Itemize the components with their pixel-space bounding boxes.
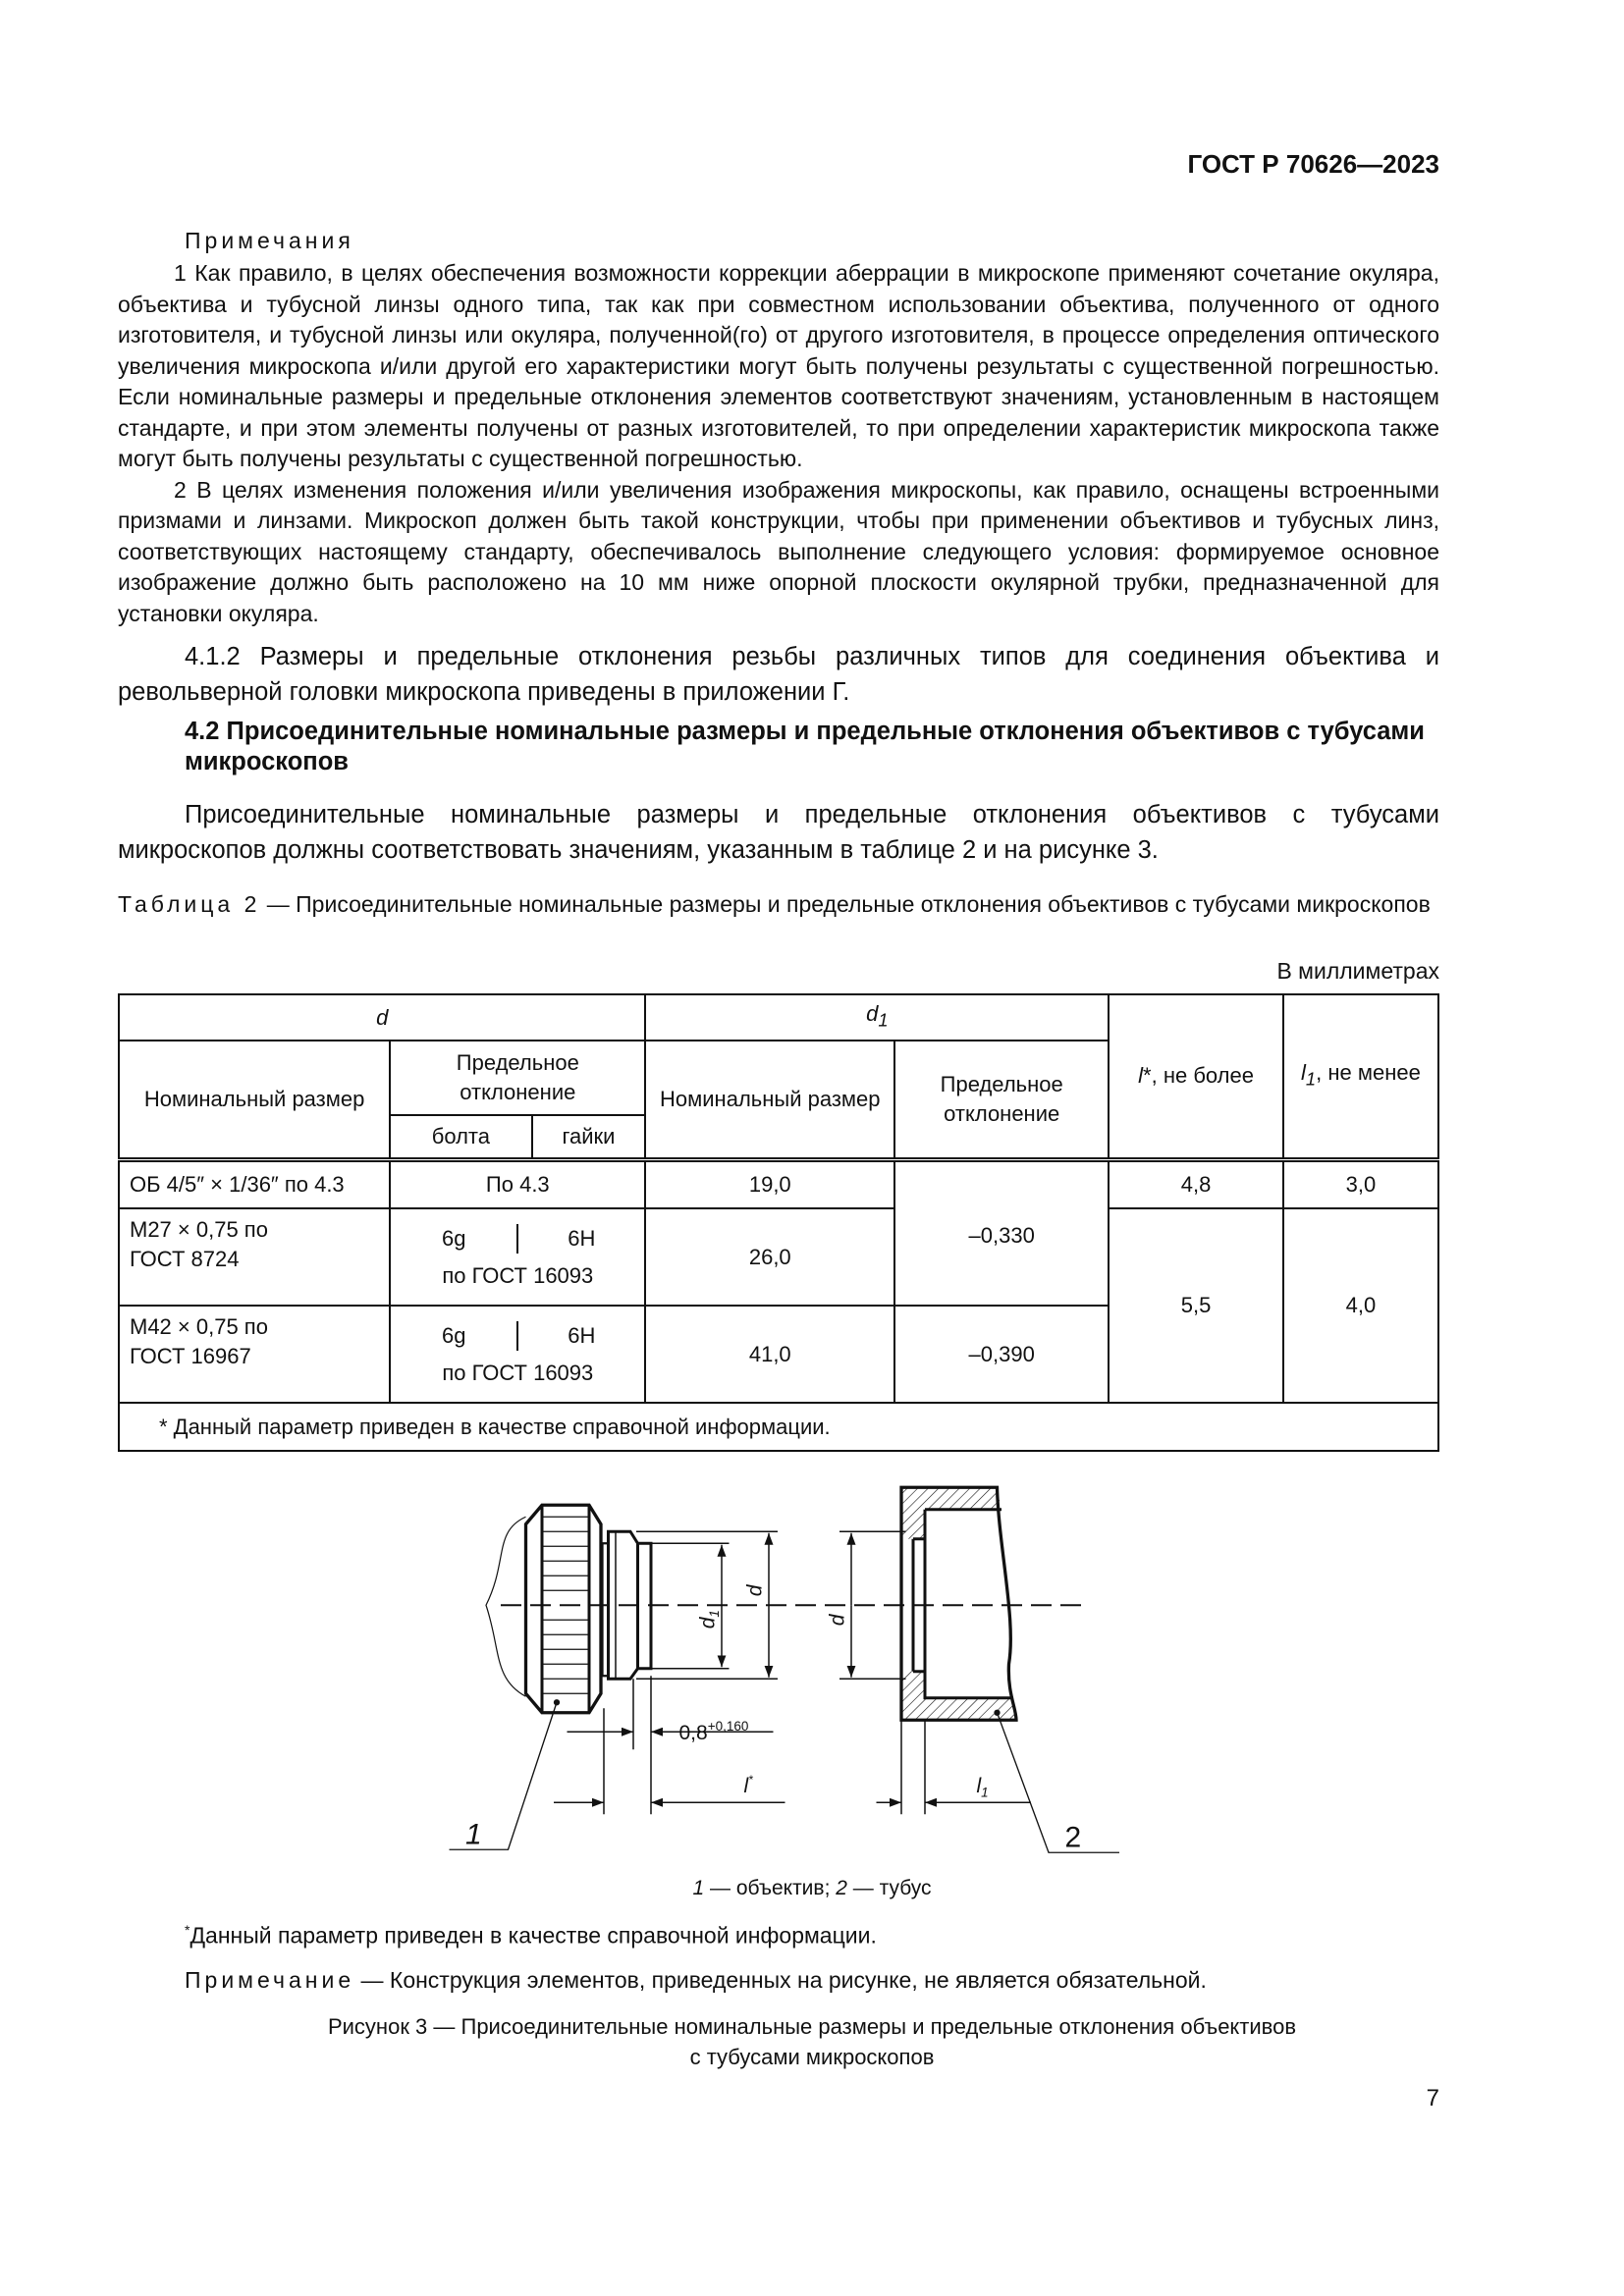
objective-drawing bbox=[486, 1505, 651, 1713]
header-d1-nominal: Номинальный размер bbox=[645, 1041, 894, 1159]
note-2: 2 В целях изменения положения и/или увеличения изображения микроскопы, как правило, оснащены встроенными призмами и линзами. Микроскоп должен быть такой конструкции, чтобы при применении объективов и тубусных линз, соответствующих настоящему стандарту, обеспечивалось выполнение следующего условия: формируемое основное изображение должно быть расположено на 10 мм ниже опорной плоскости окулярной трубки, предназначенной для установки окуляра. bbox=[118, 476, 1439, 626]
header-nut: гайки bbox=[532, 1115, 646, 1159]
figure-caption-line2: с тубусами микроскопов bbox=[689, 2045, 935, 2069]
figure-legend: 1 — объектив; 2 — тубус bbox=[692, 1877, 932, 1899]
header-l: l*, не более bbox=[1109, 994, 1283, 1159]
dimensions-table bbox=[118, 993, 1439, 1452]
cell-d1-deviation: –0,330 bbox=[894, 1159, 1109, 1306]
header-l1: $l_1$, не менее bbox=[1283, 994, 1438, 1159]
cell-nut: 6H bbox=[568, 1322, 596, 1348]
header-deviation: Предельное отклонение bbox=[390, 1041, 645, 1115]
table-footnote: * Данный параметр приведен в качестве справочной информации. bbox=[119, 1403, 1438, 1451]
cell-deviation bbox=[390, 1208, 645, 1306]
table-row bbox=[119, 1208, 1438, 1306]
cell-bolt: 6g bbox=[391, 1224, 518, 1254]
paragraph-4-1-2 bbox=[118, 639, 1439, 710]
cell-l1: 3,0 bbox=[1283, 1159, 1438, 1208]
label-l: l* bbox=[743, 1772, 753, 1797]
cell-deviation bbox=[390, 1306, 645, 1403]
cell-d1-nominal: 41,0 bbox=[645, 1306, 894, 1403]
dimension-lines bbox=[554, 1531, 1031, 1814]
cell-name: М42 × 0,75 по ГОСТ 16967 bbox=[119, 1306, 390, 1403]
section-heading: 4.2 Присоединительные номинальные размеры и предельные отклонения объективов с тубусами микроскопов bbox=[185, 718, 1425, 775]
label-d-tube: d bbox=[826, 1614, 849, 1627]
header-bolt: болта bbox=[390, 1115, 531, 1159]
header-d: d bbox=[119, 994, 645, 1041]
note-1: 1 Как правило, в целях обеспечения возможности коррекции аберрации в микроскопе применяют сочетание окуляра, объектива и тубусной линзы одного типа, так как при совместном использовании объектива, полученного от одного изготовителя, и тубусной линзы или окуляра, полученной(го) от другого изготовителя, в процессе определения оптического увеличения микроскопа и/или другой его характеристики могут быть получены результаты с существенной погрешностью. Если номинальные размеры и предельные отклонения элементов соответствуют значениям, установленным в настоящем стандарте, и при этом элементы получены от разных изготовителей, то при определении характеристик микроскопа также могут быть получены результаты с существенной погрешностью. bbox=[118, 260, 1439, 471]
cell-deviation: По 4.3 bbox=[390, 1159, 645, 1208]
table-units: В миллиметрах bbox=[1276, 958, 1439, 984]
notes bbox=[118, 258, 1439, 629]
cell-nut: 6H bbox=[568, 1225, 596, 1251]
cell-name: ОБ 4/5″ × 1/36″ по 4.3 bbox=[119, 1159, 390, 1208]
table-row bbox=[119, 1159, 1438, 1208]
label-tolerance: $0,8^{+0,160}$ bbox=[678, 1718, 749, 1744]
header-d1-deviation: Предельное отклонение bbox=[894, 1041, 1109, 1159]
section-text bbox=[118, 797, 1439, 868]
cell-bolt: 6g bbox=[391, 1321, 518, 1351]
cell-standard: по ГОСТ 16093 bbox=[442, 1360, 594, 1385]
callout-2: 2 bbox=[1064, 1821, 1082, 1854]
paragraph-text: 4.1.2 Размеры и предельные отклонения резьбы различных типов для соединения объектива и револьверной головки микроскопа приведены в приложении Г. bbox=[118, 643, 1439, 706]
header-nominal: Номинальный размер bbox=[119, 1041, 390, 1159]
tube-drawing bbox=[901, 1487, 1016, 1720]
cell-d1-deviation: –0,390 bbox=[894, 1306, 1109, 1403]
header-d1: $d_1$ bbox=[645, 994, 1109, 1041]
cell-d1-nominal: 19,0 bbox=[645, 1159, 894, 1208]
table-caption-text: — Присоединительные номинальные размеры и предельные отклонения объективов с тубусами микроскопов bbox=[260, 891, 1431, 917]
callout-1: 1 bbox=[465, 1818, 482, 1851]
cell-l1: 4,0 bbox=[1283, 1208, 1438, 1403]
notes-title: Примечания bbox=[185, 228, 354, 253]
cell-name: М27 × 0,75 по ГОСТ 8724 bbox=[119, 1208, 390, 1306]
figure-caption-line1: Рисунок 3 — Присоединительные номинальные размеры и предельные отклонения объективов bbox=[327, 2014, 1297, 2039]
document-id: ГОСТ Р 70626—2023 bbox=[1187, 149, 1439, 179]
page-number: 7 bbox=[1426, 2085, 1439, 2111]
cell-l: 4,8 bbox=[1109, 1159, 1283, 1208]
cell-l: 5,5 bbox=[1109, 1208, 1283, 1403]
cell-d1-nominal: 26,0 bbox=[645, 1208, 894, 1306]
callout-leaders bbox=[450, 1700, 1120, 1852]
label-d1: $d_1$ bbox=[696, 1610, 722, 1629]
label-d: d bbox=[743, 1584, 767, 1597]
cell-standard: по ГОСТ 16093 bbox=[442, 1262, 594, 1288]
paragraph-text: Присоединительные номинальные размеры и предельные отклонения объективов с тубусами микроскопов должны соответствовать значениям, указанным в таблице 2 и на рисунке 3. bbox=[118, 801, 1439, 864]
label-l1: $l_1$ bbox=[976, 1774, 989, 1800]
figure-footnote: *Данный параметр приведен в качестве справочной информации. bbox=[185, 1922, 877, 1949]
figure-3-drawing bbox=[442, 1472, 1119, 1863]
figure-note: Примечание — Конструкция элементов, приведенных на рисунке, не является обязательной. bbox=[185, 1967, 1207, 1993]
table-caption-label: Таблица 2 bbox=[118, 891, 261, 917]
table-caption bbox=[118, 889, 1439, 919]
